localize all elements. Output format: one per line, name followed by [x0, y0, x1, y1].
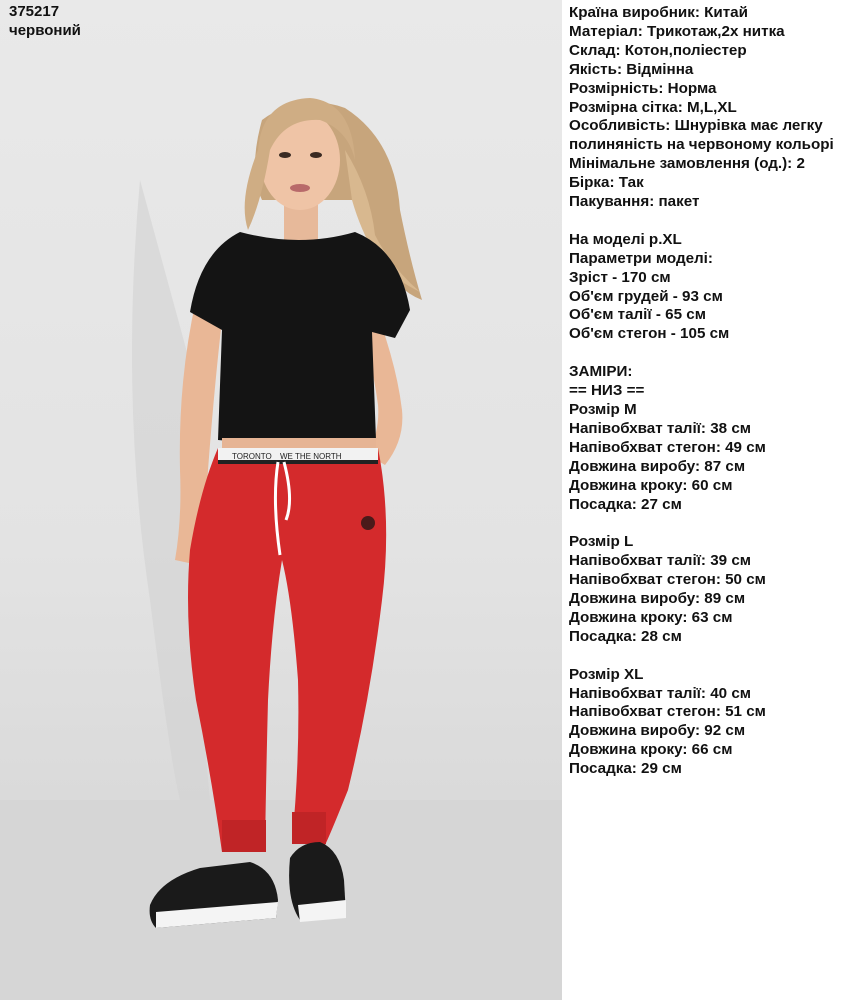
- measurements-section: == НИЗ ==: [569, 382, 645, 400]
- detail-sizing: Розмірність: Норма: [569, 79, 717, 97]
- model-hips: Об'єм стегон - 105 см: [569, 325, 730, 343]
- size-l-hips: Напівобхват стегон: 50 см: [569, 571, 766, 589]
- size-xl-title: Розмір XL: [569, 665, 644, 683]
- measurements-title: ЗАМІРИ:: [569, 363, 633, 381]
- size-m-waist: Напівобхват талії: 38 см: [569, 419, 752, 437]
- waistband-print-bottom: WE THE NORTH: [280, 452, 342, 461]
- waistband-print-top: TORONTO: [232, 452, 272, 461]
- detail-min-order: Мінімальне замовлення (од.): 2: [569, 155, 805, 173]
- detail-quality: Якість: Відмінна: [569, 60, 694, 78]
- size-l-waist: Напівобхват талії: 39 см: [569, 552, 752, 570]
- detail-tag: Бірка: Так: [569, 174, 644, 192]
- product-code: 375217: [9, 3, 60, 20]
- size-l-inseam: Довжина кроку: 63 см: [569, 608, 733, 626]
- product-info: [569, 4, 864, 779]
- size-m-rise: Посадка: 27 см: [569, 495, 682, 513]
- size-l-length: Довжина виробу: 89 см: [569, 590, 746, 608]
- model-height: Зріст - 170 см: [569, 268, 671, 286]
- detail-country: Країна виробник: Китай: [569, 4, 748, 21]
- detail-packaging: Пакування: пакет: [569, 193, 700, 211]
- size-xl-inseam: Довжина кроку: 66 см: [569, 741, 733, 759]
- size-m-length: Довжина виробу: 87 см: [569, 457, 746, 475]
- size-xl-rise: Посадка: 29 см: [569, 760, 682, 778]
- model-params-title: Параметри моделі:: [569, 249, 713, 267]
- detail-material: Матеріал: Трикотаж,2х нитка: [569, 22, 785, 40]
- detail-composition: Склад: Котон,поліестер: [569, 41, 747, 59]
- size-l-rise: Посадка: 28 см: [569, 627, 682, 645]
- size-xl-length: Довжина виробу: 92 см: [569, 722, 746, 740]
- product-color: червоний: [9, 22, 81, 39]
- size-m-hips: Напівобхват стегон: 49 см: [569, 438, 766, 456]
- size-m-inseam: Довжина кроку: 60 см: [569, 476, 733, 494]
- size-l-title: Розмір L: [569, 533, 634, 551]
- model-waist: Об'єм талії - 65 см: [569, 306, 706, 324]
- model-size: На моделі р.XL: [569, 230, 682, 248]
- model-chest: Об'єм грудей - 93 см: [569, 287, 723, 305]
- size-m-title: Розмір M: [569, 401, 637, 418]
- size-xl-hips: Напівобхват стегон: 51 см: [569, 703, 766, 721]
- detail-size-grid: Розмірна сітка: M,L,XL: [569, 98, 737, 116]
- detail-feature: Особливість: Шнурівка має легку полиняність на червоному кольорі: [569, 117, 834, 154]
- size-xl-waist: Напівобхват талії: 40 см: [569, 684, 752, 702]
